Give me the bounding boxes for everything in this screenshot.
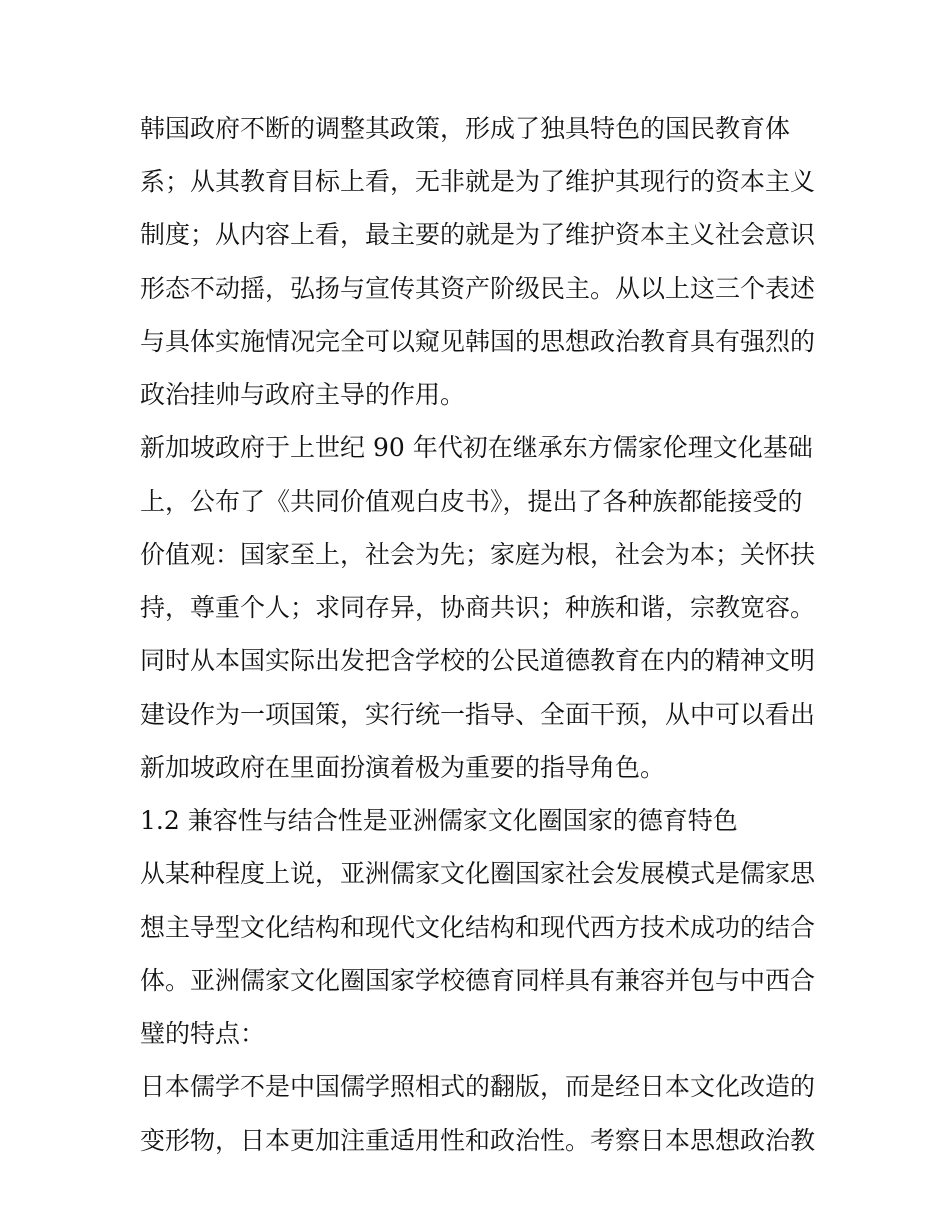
paragraph-1-line-2: 系；从其教育目标上看，无非就是为了维护其现行的资本主义 — [140, 167, 816, 196]
paragraph-1-line-3: 制度；从内容上看，最主要的就是为了维护资本主义社会意识 — [140, 220, 816, 249]
paragraph-3-line-4: 璧的特点： — [140, 1019, 266, 1048]
paragraph-2-line-4: 持，尊重个人；求同存异，协商共识；种族和谐，宗教宽容。 — [140, 593, 816, 622]
paragraph-3-line-1: 从某种程度上说，亚洲儒家文化圈国家社会发展模式是儒家思 — [140, 859, 816, 888]
paragraph-4-line-2: 变形物，日本更加注重适用性和政治性。考察日本思想政治教 — [140, 1126, 816, 1155]
section-heading: 1.2 兼容性与结合性是亚洲儒家文化圈国家的德育特色 — [140, 806, 738, 835]
paragraph-2-line-3: 价值观：国家至上，社会为先；家庭为根，社会为本；关怀扶 — [140, 540, 816, 569]
paragraph-2-line-2: 上，公布了《共同价值观白皮书》，提出了各种族都能接受的 — [140, 487, 803, 516]
paragraph-3-line-3: 体。亚洲儒家文化圈国家学校德育同样具有兼容并包与中西合 — [140, 966, 816, 995]
paragraph-1-line-4: 形态不动摇，弘扬与宣传其资产阶级民主。从以上这三个表述 — [140, 274, 816, 303]
paragraph-1-line-5: 与具体实施情况完全可以窥见韩国的思想政治教育具有强烈的 — [140, 327, 816, 356]
paragraph-1-line-1: 韩国政府不断的调整其政策，形成了独具特色的国民教育体 — [140, 114, 791, 143]
paragraph-2-line-5: 同时从本国实际出发把含学校的公民道德教育在内的精神文明 — [140, 646, 816, 675]
paragraph-2-line-1: 新加坡政府于上世纪 90 年代初在继承东方儒家伦理文化基础 — [140, 433, 813, 462]
paragraph-4-line-1: 日本儒学不是中国儒学照相式的翻版，而是经日本文化改造的 — [140, 1072, 816, 1101]
paragraph-1-line-6: 政治挂帅与政府主导的作用。 — [140, 380, 466, 409]
paragraph-2-line-7: 新加坡政府在里面扮演着极为重要的指导角色。 — [140, 753, 666, 782]
paragraph-2-line-6: 建设作为一项国策，实行统一指导、全面干预，从中可以看出 — [140, 700, 816, 729]
paragraph-3-line-2: 想主导型文化结构和现代文化结构和现代西方技术成功的结合 — [140, 913, 816, 942]
